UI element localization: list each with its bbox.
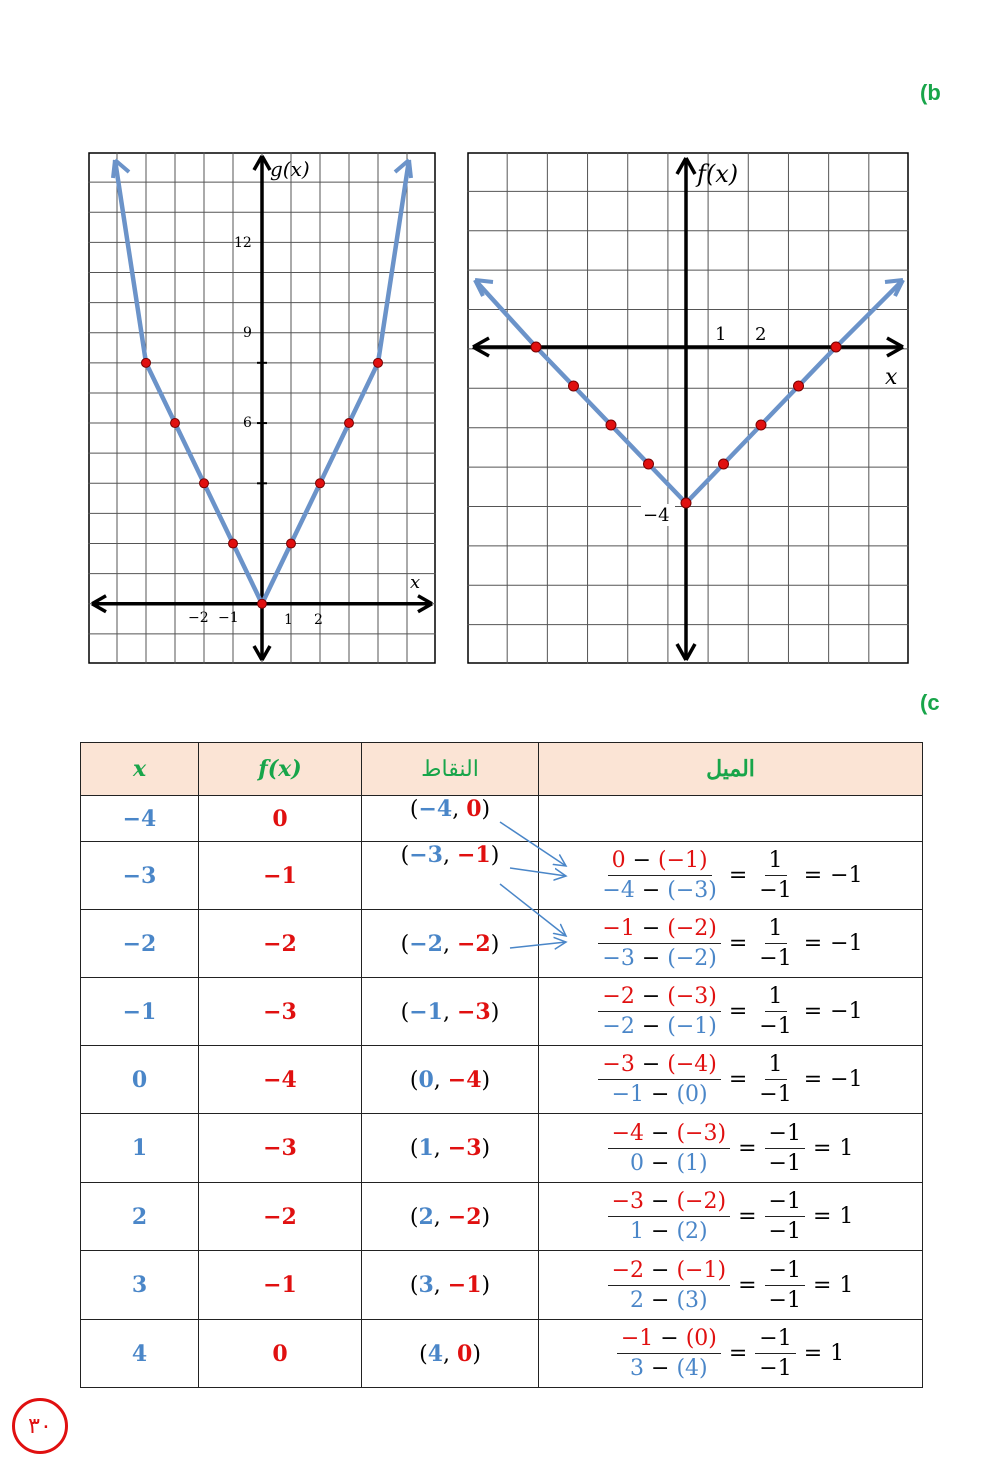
- point-x: 1: [418, 1135, 434, 1161]
- point-x: −2: [409, 930, 443, 957]
- cell-x: 2: [81, 1183, 199, 1251]
- cell-point: (1, −3): [362, 1114, 539, 1183]
- slope-fraction: $\frac{-2 - (-3)}{-2 - (-1)}$: [598, 984, 720, 1039]
- page-number: ٣٠: [12, 1398, 68, 1454]
- cell-x: 4: [81, 1320, 199, 1388]
- g-y-tick-9: 9: [243, 325, 252, 341]
- g-x-tick-neg2: −2: [188, 610, 209, 626]
- slope-fraction: $\frac{-2 - (-1)}{2 - (3)}$: [608, 1258, 730, 1313]
- ratio-den: −1: [759, 1082, 792, 1107]
- cell-point: (−1, −3): [362, 978, 539, 1046]
- point-x: −4: [418, 796, 453, 822]
- table-header-row: [81, 743, 923, 796]
- ratio-num: 1: [765, 916, 787, 944]
- den-b: (1): [676, 1150, 708, 1176]
- num-b: (−3): [676, 1120, 727, 1146]
- cell-x: −4: [81, 796, 199, 842]
- slope-result: 1: [830, 1341, 845, 1366]
- den-a: 0: [630, 1150, 645, 1176]
- slope-result: 1: [839, 1135, 854, 1161]
- ratio-num: −1: [755, 1326, 795, 1354]
- cell-point: (−4, 0): [362, 796, 539, 842]
- den-b: (4): [676, 1356, 708, 1381]
- ratio-den: −1: [768, 1219, 801, 1244]
- slope-table: [80, 742, 923, 1388]
- cell-fx: −3: [199, 1114, 362, 1183]
- f-grid-border: [468, 153, 908, 663]
- point-y: −3: [457, 998, 491, 1025]
- den-b: (−3): [667, 878, 717, 903]
- num-a: −2: [602, 984, 635, 1009]
- g-point: [229, 539, 238, 548]
- ratio-fraction: [755, 916, 795, 971]
- g-x-tick-neg1: −1: [218, 610, 239, 626]
- ratio-den: −1: [759, 1356, 792, 1381]
- num-a: 0: [611, 848, 626, 873]
- f-y-label: f(x): [697, 160, 739, 188]
- f-point: [681, 498, 691, 508]
- f-point: [569, 381, 579, 391]
- f-point: [606, 420, 616, 430]
- point-y: −2: [447, 1203, 482, 1230]
- slope-result: −1: [830, 863, 863, 888]
- point-x: 0: [418, 1066, 434, 1093]
- cell-x: 0: [81, 1046, 199, 1114]
- slope-fraction: $\frac{-3 - (-2)}{1 - (2)}$: [608, 1189, 730, 1244]
- g-x-label: x: [410, 572, 421, 593]
- num-b: (0): [685, 1326, 717, 1351]
- cell-x: −1: [81, 978, 199, 1046]
- ratio-num: 1: [765, 1052, 787, 1080]
- cell-x: 3: [81, 1251, 199, 1320]
- cell-slope: $\frac{-3 - (-2)}{1 - (2)}$ = $\frac{-1}{-1}$ = 1: [539, 1183, 923, 1251]
- slope-result: −1: [830, 1067, 863, 1092]
- cell-x: −2: [81, 910, 199, 978]
- num-b: (−2): [676, 1189, 727, 1214]
- table-row: [81, 1251, 923, 1320]
- header-slope: الميل: [539, 743, 923, 796]
- den-b: (3): [676, 1287, 708, 1313]
- header-x: x: [81, 743, 199, 796]
- ratio-fraction: [755, 984, 795, 1039]
- graph-g: [88, 152, 436, 664]
- ratio-den: −1: [759, 878, 792, 903]
- ratio-fraction: [765, 1121, 805, 1176]
- f-x-label: x: [885, 365, 898, 390]
- slope-result: −1: [830, 931, 863, 956]
- g-point: [345, 419, 354, 428]
- header-points: النقاط: [362, 743, 539, 796]
- cell-slope: $\frac{-1 - (0)}{3 - (4)}$ = $\frac{-1}{-1}$ = 1: [539, 1320, 923, 1388]
- den-a: 1: [630, 1219, 645, 1244]
- ratio-num: −1: [765, 1189, 805, 1217]
- slope-fraction: $\frac{0 - (-1)}{-4 - (-3)}$: [602, 848, 717, 903]
- f-x-tick-2: 2: [755, 324, 767, 345]
- table-row: [81, 1046, 923, 1114]
- ratio-num: −1: [765, 1258, 805, 1286]
- cell-point: (2, −2): [362, 1183, 539, 1251]
- g-y-tick-6: 6: [243, 415, 252, 431]
- cell-slope: $\frac{-2 - (-3)}{-2 - (-1)}$ = $\frac{1}{-1}$ = −1: [539, 978, 923, 1046]
- den-a: 3: [630, 1356, 645, 1381]
- num-b: (−1): [658, 848, 708, 873]
- den-b: (−2): [667, 946, 717, 971]
- point-y: 0: [457, 1340, 473, 1367]
- ratio-fraction: [765, 1258, 805, 1313]
- g-point: [287, 539, 296, 548]
- g-y-tick-12: 12: [234, 235, 252, 251]
- cell-fx: 0: [199, 1320, 362, 1388]
- g-point: [200, 479, 209, 488]
- point-y: 0: [466, 796, 482, 822]
- point-x: −1: [409, 998, 443, 1025]
- num-b: (−3): [667, 984, 717, 1009]
- ratio-fraction: [755, 1052, 795, 1107]
- f-point: [831, 342, 841, 352]
- table-row: [81, 910, 923, 978]
- g-x-tick-2: 2: [314, 612, 323, 628]
- ratio-fraction: [765, 1189, 805, 1244]
- cell-slope: $\frac{-4 - (-3)}{0 - (1)}$ = $\frac{-1}{-1}$ = 1: [539, 1114, 923, 1183]
- table-row: [81, 1114, 923, 1183]
- ratio-den: −1: [768, 1150, 801, 1176]
- cell-fx: 0: [199, 796, 362, 842]
- ratio-fraction: [755, 848, 795, 903]
- ratio-num: 1: [765, 848, 787, 876]
- slope-result: 1: [839, 1272, 854, 1298]
- f-point: [531, 342, 541, 352]
- slope-fraction: $\frac{-1 - (0)}{3 - (4)}$: [617, 1326, 721, 1381]
- num-a: −2: [611, 1257, 645, 1283]
- cell-x: 1: [81, 1114, 199, 1183]
- g-point: [142, 358, 151, 367]
- cell-x: −3: [81, 842, 199, 910]
- slope-result: 1: [839, 1204, 854, 1229]
- cell-fx: −2: [199, 1183, 362, 1251]
- cell-slope: $\frac{-2 - (-1)}{2 - (3)}$ = $\frac{-1}{-1}$ = 1: [539, 1251, 923, 1320]
- table-row: [81, 842, 923, 910]
- f-v-line: [475, 280, 903, 503]
- num-b: (−2): [667, 916, 717, 941]
- den-a: −4: [602, 878, 635, 903]
- ratio-den: −1: [759, 1014, 792, 1039]
- part-b-label: (b: [920, 80, 941, 105]
- point-x: 4: [427, 1340, 443, 1367]
- slope-fraction: $\frac{-1 - (-2)}{-3 - (-2)}$: [598, 916, 720, 971]
- num-a: −3: [602, 1052, 635, 1077]
- cell-fx: −1: [199, 842, 362, 910]
- f-x-tick-1: 1: [715, 324, 727, 345]
- cell-fx: −2: [199, 910, 362, 978]
- point-y: −3: [447, 1135, 482, 1161]
- table-row: [81, 1320, 923, 1388]
- f-point: [794, 381, 804, 391]
- cell-fx: −4: [199, 1046, 362, 1114]
- table-row: [81, 978, 923, 1046]
- cell-point: (−3, −1): [362, 842, 539, 910]
- cell-slope: $\frac{0 - (-1)}{-4 - (-3)}$ = $\frac{1}{-1}$ = −1: [539, 842, 923, 910]
- slope-fraction: $\frac{-4 - (-3)}{0 - (1)}$: [608, 1121, 730, 1176]
- point-x: 3: [418, 1272, 434, 1298]
- cell-fx: −1: [199, 1251, 362, 1320]
- cell-point: (−2, −2): [362, 910, 539, 978]
- graph-f: [467, 152, 909, 664]
- f-point: [644, 459, 654, 469]
- den-b: (0): [676, 1082, 708, 1107]
- g-x-tick-1: 1: [284, 612, 293, 628]
- g-point: [258, 599, 267, 608]
- table-row: [81, 796, 923, 842]
- g-point: [374, 358, 383, 367]
- cell-point: (4, 0): [362, 1320, 539, 1388]
- cell-point: (0, −4): [362, 1046, 539, 1114]
- den-b: (2): [676, 1219, 708, 1244]
- point-x: −3: [409, 842, 443, 868]
- ratio-fraction: [755, 1326, 795, 1381]
- point-y: −2: [457, 930, 491, 957]
- num-b: (−4): [667, 1052, 717, 1077]
- f-point: [756, 420, 766, 430]
- ratio-num: 1: [765, 984, 787, 1012]
- f-point: [719, 459, 729, 469]
- g-point: [171, 419, 180, 428]
- slope-result: −1: [830, 999, 863, 1024]
- num-a: −1: [620, 1326, 654, 1351]
- num-a: −3: [611, 1189, 645, 1214]
- ratio-den: −1: [768, 1287, 801, 1313]
- num-a: −4: [611, 1120, 645, 1146]
- point-y: −1: [447, 1272, 482, 1298]
- num-b: (−1): [676, 1257, 727, 1283]
- cell-slope: $\frac{-1 - (-2)}{-3 - (-2)}$ = $\frac{1}{-1}$ = −1: [539, 910, 923, 978]
- den-a: −3: [602, 946, 635, 971]
- den-a: 2: [630, 1287, 645, 1313]
- num-a: −1: [602, 916, 635, 941]
- f-y-tick-neg4: −4: [643, 505, 670, 526]
- cell-fx: −3: [199, 978, 362, 1046]
- cell-slope-empty: [539, 796, 923, 842]
- table-row: [81, 1183, 923, 1251]
- den-a: −2: [602, 1014, 635, 1039]
- point-x: 2: [418, 1203, 434, 1230]
- point-y: −4: [447, 1066, 482, 1093]
- g-point: [316, 479, 325, 488]
- den-a: −1: [611, 1082, 645, 1107]
- den-b: (−1): [667, 1014, 717, 1039]
- ratio-den: −1: [759, 946, 792, 971]
- slope-fraction: $\frac{-3 - (-4)}{-1 - (0)}$: [598, 1052, 720, 1107]
- cell-point: (3, −1): [362, 1251, 539, 1320]
- g-y-label: g(x): [270, 157, 310, 181]
- ratio-num: −1: [765, 1121, 805, 1149]
- cell-slope: $\frac{-3 - (-4)}{-1 - (0)}$ = $\frac{1}{-1}$ = −1: [539, 1046, 923, 1114]
- part-c-label: (c: [920, 690, 940, 715]
- point-y: −1: [457, 842, 491, 868]
- header-fx: f(x): [199, 743, 362, 796]
